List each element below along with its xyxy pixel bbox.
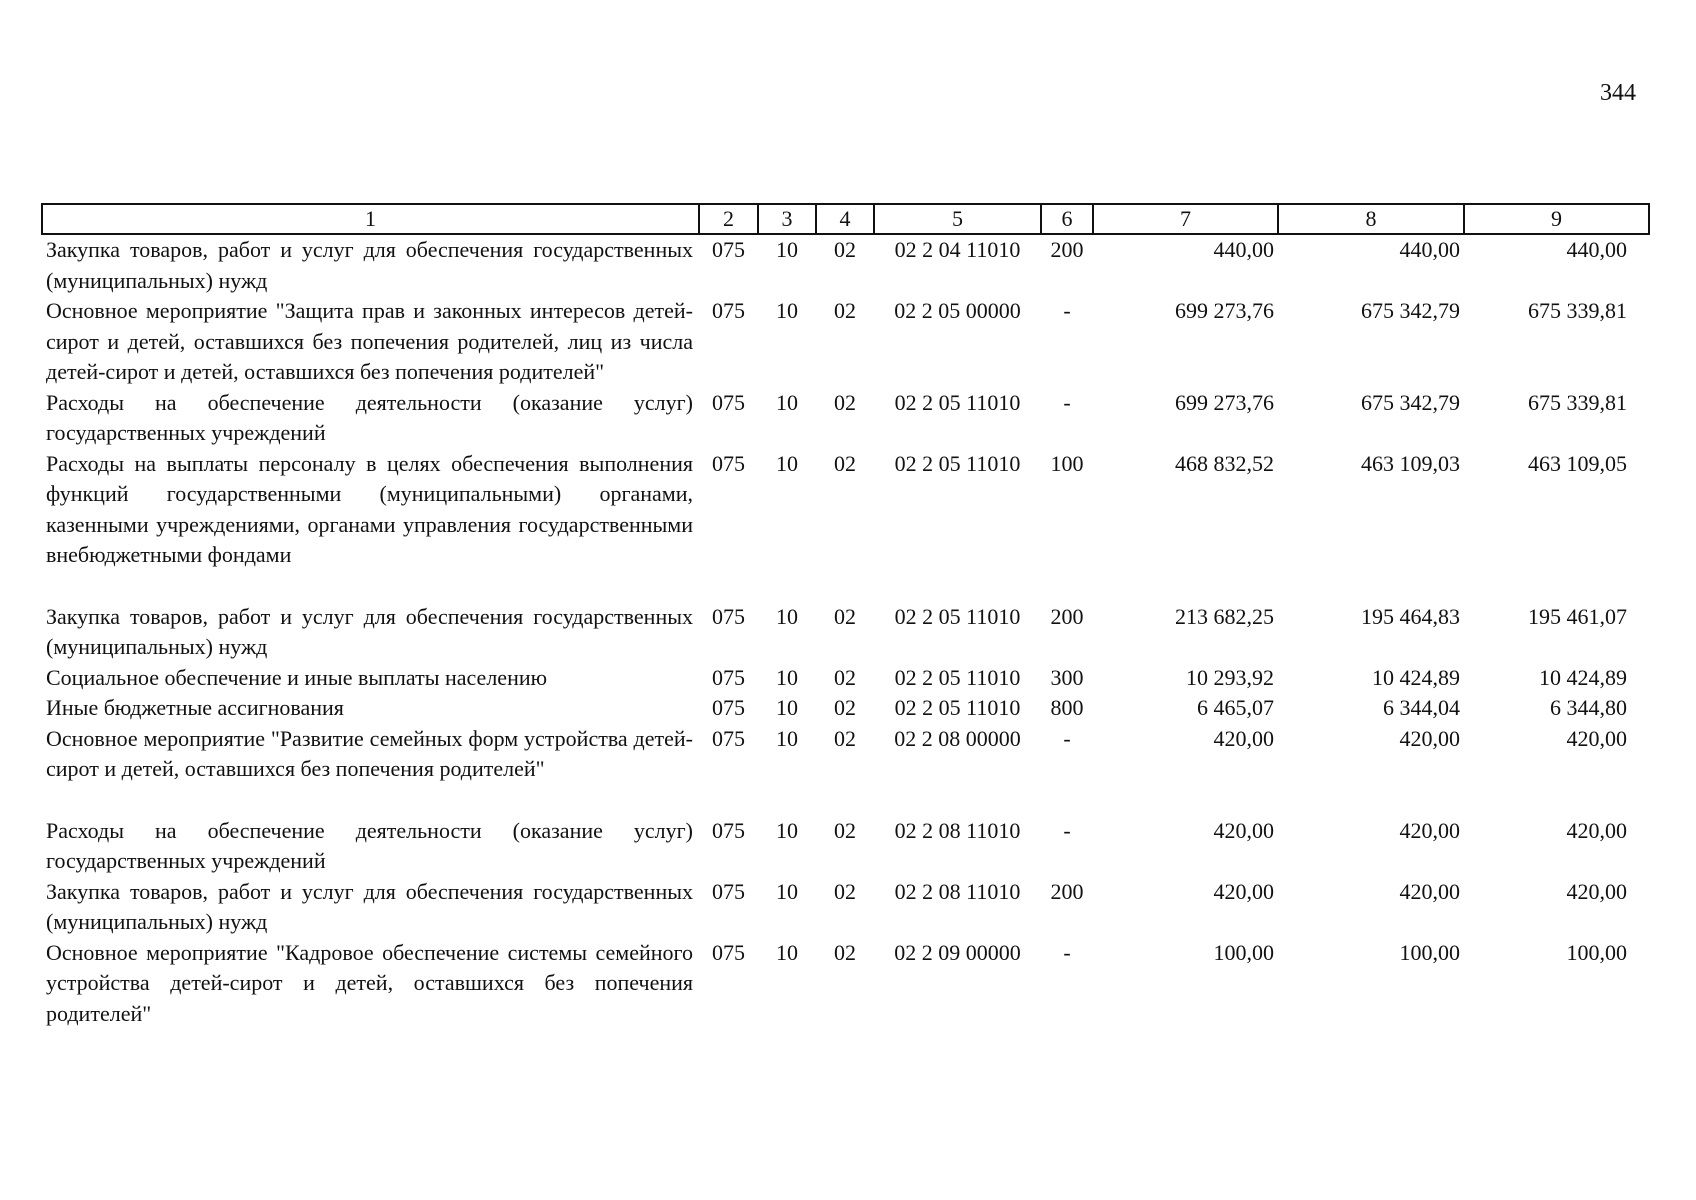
- table-row: [42, 602, 1649, 663]
- cell-col-7: 699 273,76: [1175, 298, 1274, 323]
- cell-col-2: 075: [712, 725, 745, 751]
- row-name: Расходы на обеспечение деятельности (оказание услуг) государственных учреждений: [46, 389, 693, 445]
- cell-col-3: 10: [776, 603, 798, 629]
- cell-col-8: 420,00: [1399, 817, 1460, 843]
- cell-col-6: 200: [1050, 603, 1084, 629]
- cell-col-3: 10: [776, 725, 798, 751]
- cell-col-5: 02 2 04 11010: [894, 237, 1021, 262]
- header-cell-1: 1: [42, 204, 699, 234]
- cell-col-5: 02 2 05 11010: [894, 664, 1021, 690]
- cell-col-2: 075: [712, 389, 745, 415]
- row-name: Основное мероприятие "Защита прав и законных интересов детей-сирот и детей, оставшихся без попечения родителей, лиц из числа детей-сирот и детей, оставшихся без попечения родителей": [46, 298, 693, 384]
- table-row: [42, 816, 1649, 877]
- cell-col-6: 300: [1050, 664, 1084, 690]
- cell-col-4: 02: [834, 939, 856, 965]
- row-name: Закупка товаров, работ и услуг для обеспечения государственных (муниципальных) нужд: [46, 603, 693, 659]
- cell-col-7: 440,00: [1213, 237, 1274, 262]
- table-row: [42, 296, 1649, 388]
- budget-table: [41, 203, 1650, 1029]
- cell-col-6: 200: [1050, 237, 1084, 262]
- cell-col-3: 10: [776, 878, 798, 904]
- cell-col-3: 10: [776, 817, 798, 843]
- cell-col-4: 02: [834, 878, 856, 904]
- cell-col-7: 100,00: [1213, 939, 1274, 965]
- cell-col-7: 420,00: [1213, 817, 1274, 843]
- cell-col-7: 6 465,07: [1197, 695, 1274, 720]
- row-name: Основное мероприятие "Кадровое обеспечение системы семейного устройства детей-сирот и детей, оставшихся без попечения родителей": [46, 939, 693, 1026]
- cell-col-3: 10: [776, 664, 798, 690]
- cell-col-5: 02 2 05 11010: [894, 695, 1021, 720]
- cell-col-6: 100: [1050, 450, 1084, 476]
- cell-col-3: 10: [776, 695, 798, 720]
- cell-col-9: 420,00: [1566, 725, 1627, 751]
- cell-col-5: 02 2 08 11010: [894, 878, 1021, 904]
- table-row: [42, 938, 1649, 1030]
- cell-col-8: 675 342,79: [1361, 389, 1460, 415]
- cell-col-9: 195 461,07: [1528, 603, 1627, 629]
- header-cell-3: 3: [758, 204, 816, 234]
- cell-col-2: 075: [712, 939, 745, 965]
- row-name: Основное мероприятие "Развитие семейных форм устройства детей-сирот и детей, оставшихся без попечения родителей": [46, 725, 693, 781]
- row-name: Иные бюджетные ассигнования: [46, 695, 344, 720]
- cell-col-4: 02: [834, 450, 856, 476]
- cell-col-2: 075: [712, 878, 745, 904]
- row-name: Социальное обеспечение и иные выплаты населению: [46, 664, 548, 690]
- cell-col-9: 420,00: [1566, 878, 1627, 904]
- cell-col-8: 10 424,89: [1372, 664, 1460, 690]
- row-name: Расходы на выплаты персоналу в целях обеспечения выполнения функций государственными (муниципальными) органами, казенными учреждениями, органами управления государственными внебюджетными фондами: [46, 450, 693, 567]
- cell-col-6: -: [1063, 817, 1071, 843]
- cell-col-8: 675 342,79: [1361, 298, 1460, 323]
- cell-col-3: 10: [776, 389, 798, 415]
- cell-col-8: 195 464,83: [1361, 603, 1460, 629]
- header-cell-4: 4: [816, 204, 874, 234]
- cell-col-8: 463 109,03: [1361, 450, 1460, 476]
- table-row: [42, 663, 1649, 694]
- table-row: [42, 693, 1649, 724]
- header-cell-5: 5: [874, 204, 1041, 234]
- cell-col-2: 075: [712, 695, 745, 720]
- cell-col-5: 02 2 08 00000: [894, 725, 1021, 751]
- cell-col-9: 100,00: [1566, 939, 1627, 965]
- table-row: [42, 234, 1649, 296]
- cell-col-4: 02: [834, 695, 856, 720]
- cell-col-9: 6 344,80: [1550, 695, 1627, 720]
- cell-col-5: 02 2 05 11010: [894, 450, 1021, 476]
- cell-col-9: 440,00: [1566, 237, 1627, 262]
- cell-col-7: 699 273,76: [1175, 389, 1274, 415]
- cell-col-3: 10: [776, 939, 798, 965]
- cell-col-6: -: [1063, 939, 1071, 965]
- cell-col-3: 10: [776, 237, 798, 262]
- cell-col-5: 02 2 05 11010: [894, 389, 1021, 415]
- header-cell-2: 2: [699, 204, 758, 234]
- cell-col-6: -: [1063, 298, 1071, 323]
- cell-col-9: 10 424,89: [1539, 664, 1627, 690]
- cell-col-4: 02: [834, 603, 856, 629]
- table-row: [42, 449, 1649, 602]
- row-name: Расходы на обеспечение деятельности (оказание услуг) государственных учреждений: [46, 817, 693, 873]
- cell-col-5: 02 2 08 11010: [894, 817, 1021, 843]
- cell-col-8: 6 344,04: [1383, 695, 1460, 720]
- cell-col-4: 02: [834, 389, 856, 415]
- cell-col-9: 420,00: [1566, 817, 1627, 843]
- cell-col-2: 075: [712, 450, 745, 476]
- header-cell-8: 8: [1278, 204, 1464, 234]
- cell-col-4: 02: [834, 725, 856, 751]
- cell-col-9: 463 109,05: [1528, 450, 1627, 476]
- cell-col-5: 02 2 05 00000: [894, 298, 1021, 323]
- table-row: [42, 388, 1649, 449]
- cell-col-7: 468 832,52: [1175, 450, 1274, 476]
- cell-col-8: 420,00: [1399, 725, 1460, 751]
- cell-col-5: 02 2 05 11010: [894, 603, 1021, 629]
- table-row: [42, 724, 1649, 816]
- cell-col-6: 200: [1050, 878, 1084, 904]
- cell-col-8: 420,00: [1399, 878, 1460, 904]
- row-name: Закупка товаров, работ и услуг для обеспечения государственных (муниципальных) нужд: [46, 878, 693, 934]
- cell-col-7: 213 682,25: [1175, 603, 1274, 629]
- cell-col-6: 800: [1050, 695, 1084, 720]
- cell-col-2: 075: [712, 603, 745, 629]
- cell-col-6: -: [1063, 389, 1071, 415]
- cell-col-2: 075: [712, 298, 745, 323]
- cell-col-8: 440,00: [1399, 237, 1460, 262]
- page-number: 344: [1600, 80, 1636, 106]
- cell-col-4: 02: [834, 817, 856, 843]
- cell-col-2: 075: [712, 237, 745, 262]
- cell-col-7: 420,00: [1213, 725, 1274, 751]
- cell-col-2: 075: [712, 817, 745, 843]
- cell-col-3: 10: [776, 298, 798, 323]
- row-name: Закупка товаров, работ и услуг для обеспечения государственных (муниципальных) нужд: [46, 237, 693, 293]
- cell-col-6: -: [1063, 725, 1071, 751]
- cell-col-9: 675 339,81: [1528, 389, 1627, 415]
- cell-col-7: 420,00: [1213, 878, 1274, 904]
- cell-col-4: 02: [834, 298, 856, 323]
- header-cell-6: 6: [1041, 204, 1093, 234]
- table-row: [42, 877, 1649, 938]
- cell-col-3: 10: [776, 450, 798, 476]
- cell-col-2: 075: [712, 664, 745, 690]
- cell-col-4: 02: [834, 664, 856, 690]
- table-header-row: [42, 204, 1649, 234]
- cell-col-9: 675 339,81: [1528, 298, 1627, 323]
- cell-col-5: 02 2 09 00000: [894, 939, 1021, 965]
- header-cell-9: 9: [1464, 204, 1649, 234]
- cell-col-7: 10 293,92: [1186, 664, 1274, 690]
- header-cell-7: 7: [1093, 204, 1278, 234]
- cell-col-8: 100,00: [1399, 939, 1460, 965]
- cell-col-4: 02: [834, 237, 856, 262]
